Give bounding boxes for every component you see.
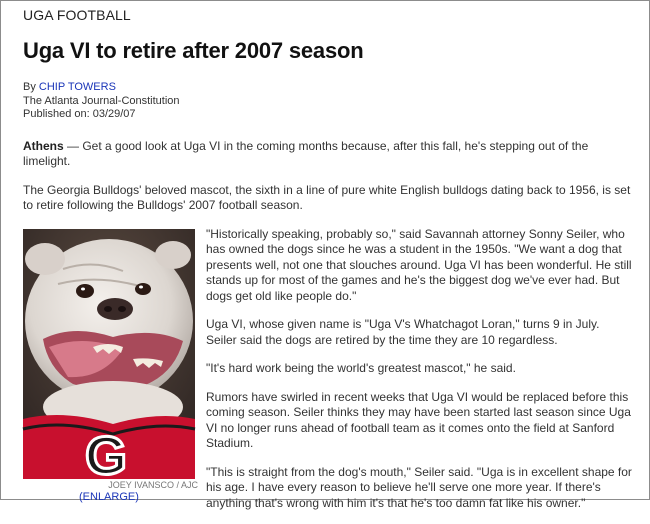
article-body [23,139,633,512]
article-headline: Uga VI to retire after 2007 season [23,38,364,63]
jersey-letter: G [85,425,128,486]
photo-block [23,229,198,503]
paragraph-2: The Georgia Bulldogs' beloved mascot, the sixth in a line of pure white English bulldogs dating back to 1956, is set to retire following the Bulldogs' 2007 football season. [23,182,631,212]
article-page [23,6,633,524]
publish-date: Published on: 03/29/07 [23,108,136,120]
lead-paragraph [23,139,633,170]
paragraph-4: Uga VI, whose given name is "Uga V's Whatchagot Loran," turns 9 in July. Seiler said the dogs are retired by the time they are 10 regardless. [206,317,600,347]
paragraph-6: Rumors have swirled in recent weeks that Uga VI would be replaced before this coming season. Seiler thinks they may have been started last season since Uga VI no longer runs ahead of football team as it comes onto the field at Sanford Stadium. [206,389,631,450]
byline-block [23,81,633,122]
lead-text: — Get a good look at Uga VI in the coming months because, after this fall, he's stepping out of the limelight. [23,138,589,168]
author-link[interactable]: CHIP TOWERS [38,81,116,93]
paragraph-5: "It's hard work being the world's greatest mascot," he said. [206,361,516,375]
publication-name: The Atlanta Journal-Constitution [23,94,180,107]
dateline: Athens [23,138,64,153]
byline-prefix: By [23,81,39,93]
section-label: UGA FOOTBALL [23,7,131,23]
byline [23,81,633,95]
paragraph-7: "This is straight from the dog's mouth," Seiler said. "Uga is in excellent shape for his age. I have every reason to believe he'll serve one more year. If there's anything that's wrong with him it's that he's too damn fat like his owner." [206,464,632,510]
paragraph-3: "Historically speaking, probably so," said Savannah attorney Sonny Seiler, who has owned the dogs since he was a student in the 1950s. "We want a dog that presents well, not one that slouches around. Uga VI has been wonderful. He still stands up for most of the games and he's the biggest dog we've ever had. But dogs get old like people do." [206,226,632,303]
enlarge-link[interactable]: (ENLARGE) [79,490,139,503]
photo-credit: JOEY IVANSCO / AJC [108,479,198,490]
